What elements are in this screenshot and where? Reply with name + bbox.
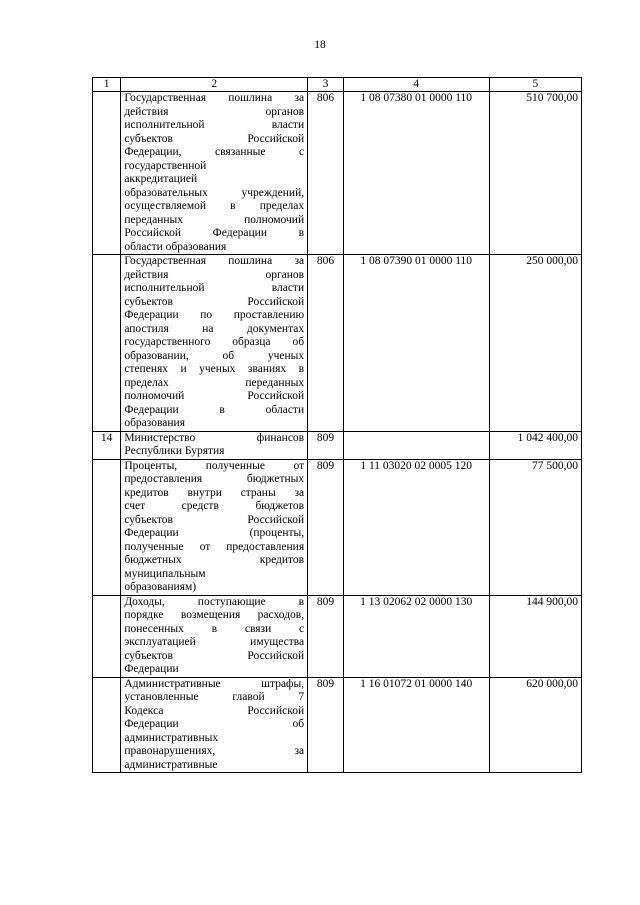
revenue-name-line: понесенных в связи с [124,622,305,635]
revenue-name-line: Федерации [124,663,179,675]
budget-classification-code: 1 08 07380 01 0000 110 [343,92,489,255]
revenue-name-line: порядке возмещения расходов, [124,609,305,621]
admin-code: 809 [308,431,344,459]
revenue-name-line: степенях и ученых званиях в [124,363,305,375]
revenue-name-line: Министерство финансов [124,431,305,444]
revenue-name-line: образования [124,417,185,429]
revenue-name-line: действия органов [124,105,305,118]
amount: 250 000,00 [489,255,581,432]
budget-classification-code: 1 16 01072 01 0000 140 [343,677,489,773]
revenue-name-line: полученные от предоставления [124,540,305,553]
revenue-name [121,431,308,459]
amount: 1 042 400,00 [489,431,581,459]
admin-code: 809 [308,595,344,677]
revenue-name-line: кредитов внутри страны за [124,486,305,499]
amount: 144 900,00 [489,595,581,677]
revenue-name-line: полномочий Российской [124,390,305,402]
row-number [93,255,121,432]
revenue-name [121,92,308,255]
revenue-name-line: действия органов [124,268,305,281]
row-number: 14 [93,431,121,459]
header-cell: 5 [489,78,581,92]
revenue-name-line: осуществляемой в пределах [124,200,305,212]
revenue-name-line: административных [124,731,219,744]
revenue-name-line: Государственная пошлина за [124,92,305,104]
admin-code: 809 [308,677,344,773]
revenue-name-line: образовательных учреждений, [124,186,305,199]
header-cell: 1 [93,78,121,92]
budget-classification-code: 1 08 07390 01 0000 110 [343,255,489,432]
row-number [93,92,121,255]
table-row [93,459,582,595]
budget-table [92,77,582,773]
budget-classification-code: 1 11 03020 02 0005 120 [343,459,489,595]
revenue-name-line: Административные штрафы, [124,677,305,690]
table-body [93,92,582,773]
row-number [93,677,121,773]
revenue-name-line: административные [124,758,218,771]
revenue-name-line: государственной [124,159,207,172]
revenue-name-line: предоставления бюджетных [124,473,305,485]
revenue-name-line: образованиям) [124,581,197,593]
revenue-name-line: области образования [124,240,227,253]
header-cell: 2 [121,78,308,92]
revenue-name-line: субъектов Российской [124,513,305,526]
revenue-name-line: образовании, об ученых [124,349,305,362]
revenue-name-line: государственного образца об [124,336,305,348]
table-row [93,92,582,255]
revenue-name-line: Российской Федерации в [124,227,305,239]
amount: 77 500,00 [489,459,581,595]
revenue-name-line: исполнительной власти [124,119,305,131]
budget-classification-code: 1 13 02062 02 0000 130 [343,595,489,677]
revenue-name-line: Федерации в области [124,403,305,416]
revenue-name-line: правонарушениях, за [124,745,305,757]
revenue-name-line: апостиля на документах [124,322,305,335]
revenue-name-line: Проценты, полученные от [124,459,305,472]
revenue-name-line: переданных полномочий [124,213,305,226]
amount: 510 700,00 [489,92,581,255]
budget-classification-code [343,431,489,459]
row-number [93,595,121,677]
row-number [93,459,121,595]
revenue-name-line: муниципальным [124,567,206,580]
revenue-name [121,255,308,432]
admin-code: 809 [308,459,344,595]
revenue-name-line: эксплуатацией имущества [124,636,305,648]
revenue-name-line: Федерации, связанные с [124,146,305,158]
admin-code: 806 [308,92,344,255]
revenue-name-line: субъектов Российской [124,295,305,308]
revenue-name-line: Федерации (проценты, [124,527,305,539]
revenue-name-line: бюджетных кредитов [124,554,305,566]
revenue-name-line: субъектов Российской [124,649,305,662]
revenue-name-line: Кодекса Российской [124,704,305,717]
revenue-name-line: пределах переданных [124,376,305,389]
table-row [93,595,582,677]
admin-code: 806 [308,255,344,432]
table-row [93,677,582,773]
revenue-name-line: Республики Бурятия [124,445,225,457]
revenue-name-line: исполнительной власти [124,282,305,294]
page-number: 18 [314,39,326,51]
revenue-name-line: Доходы, поступающие в [124,595,305,608]
revenue-name [121,677,308,773]
revenue-name-line: Федерации об [124,718,305,730]
table-row [93,255,582,432]
header-row [93,78,582,92]
amount: 620 000,00 [489,677,581,773]
revenue-name [121,595,308,677]
revenue-name-line: установленные главой 7 [124,691,305,703]
header-cell: 3 [308,78,344,92]
revenue-name-line: счет средств бюджетов [124,500,305,512]
revenue-name-line: субъектов Российской [124,132,305,145]
revenue-name-line: Государственная пошлина за [124,255,305,267]
table-row [93,431,582,459]
revenue-name-line: Федерации по проставлению [124,309,305,321]
revenue-name-line: аккредитацией [124,173,198,185]
revenue-name [121,459,308,595]
header-cell: 4 [343,78,489,92]
